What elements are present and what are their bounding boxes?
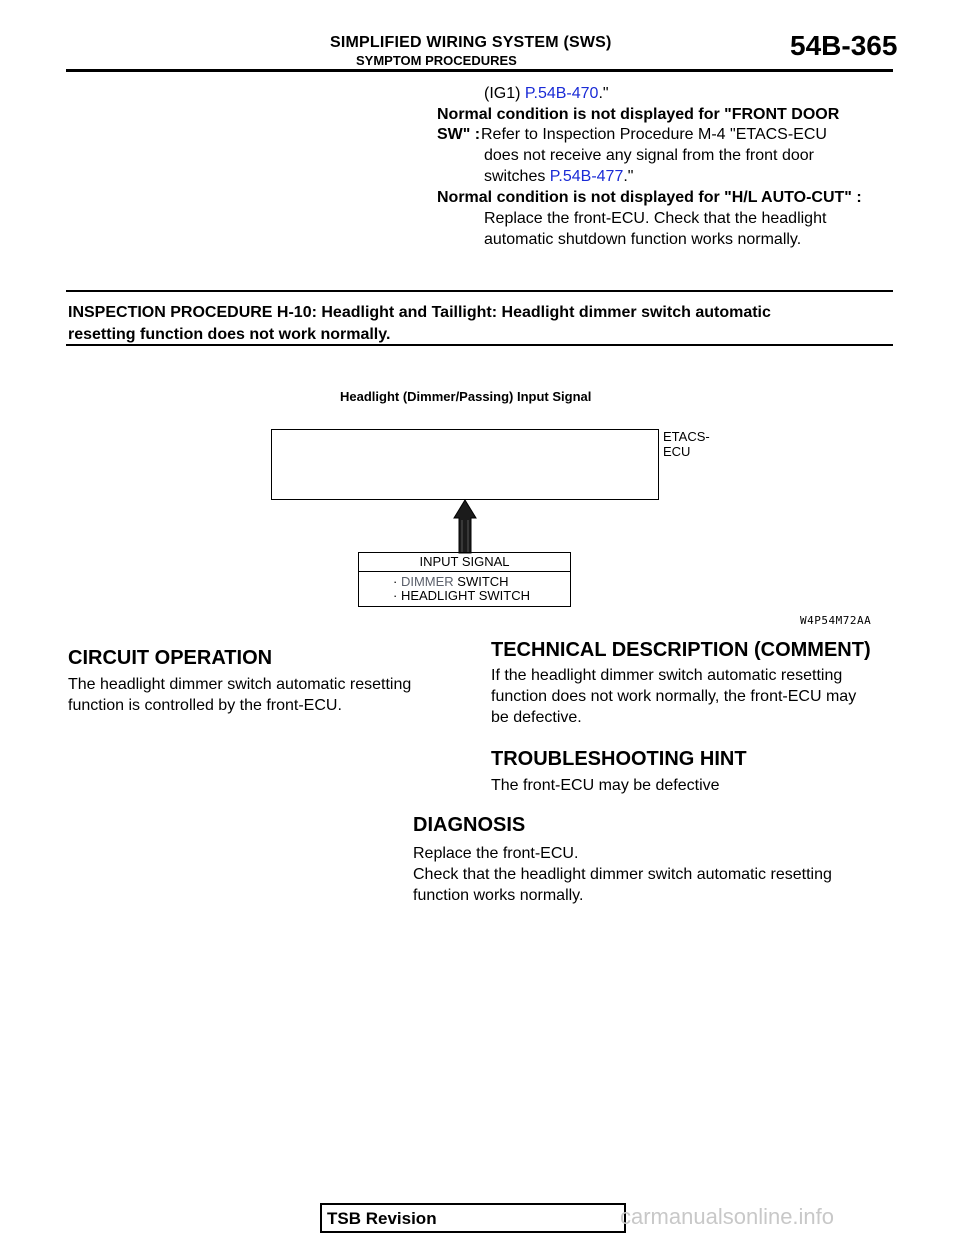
signal-arrow-icon [452,498,478,554]
hl-autocut-text-2: automatic shutdown function works normally. [484,231,802,248]
diagram-title: Headlight (Dimmer/Passing) Input Signal [340,389,592,404]
front-door-heading: Normal condition is not displayed for "FRONT DOOR [437,106,840,123]
inspection-top-rule [66,290,893,292]
circuit-text: The headlight dimmer switch automatic resetting function is controlled by the front-ECU. [68,676,412,714]
inspection-bottom-rule [66,344,893,346]
front-door-text-3: switches P.54B-477." [484,168,634,185]
circuit-heading: CIRCUIT OPERATION [68,647,273,669]
etacs-ecu-box [271,429,659,500]
ig1-page-link[interactable]: P.54B-470 [524,85,599,102]
etacs-ecu-label: ETACS- ECU [663,429,710,459]
troubleshooting-heading: TROUBLESHOOTING HINT [491,748,747,770]
tsb-revision-label: TSB Revision [327,1209,437,1228]
inspection-title: INSPECTION PROCEDURE H-10: Headlight and Taillight: Headlight dimmer switch automatic resetting function does not work normally. [68,304,771,343]
section-subtitle: SYMPTOM PROCEDURES [356,53,517,68]
front-door-text-2: does not receive any signal from the front door [484,147,814,164]
diagnosis-text: Replace the front-ECU. Check that the headlight dimmer switch automatic resetting function works normally. [413,845,832,904]
diagnosis-heading: DIAGNOSIS [413,814,526,836]
technical-heading: TECHNICAL DESCRIPTION (COMMENT) [491,639,871,661]
technical-text: If the headlight dimmer switch automatic resetting function does not work normally, the front-ECU may be defective. [491,667,857,726]
front-door-line: SW" : [437,126,481,143]
front-door-page-link[interactable]: P.54B-477 [549,168,624,185]
watermark: carmanualsonline.info [620,1204,835,1229]
input-item-headlight: · HEADLIGHT SWITCH [393,588,530,603]
figure-code: W4P54M72AA [800,614,872,627]
page-number: 54B-365 [790,30,898,61]
hl-autocut-heading: Normal condition is not displayed for "H/L AUTO-CUT" : [437,189,862,206]
troubleshooting-text: The front-ECU may be defective [491,777,720,794]
header-rule [66,69,893,72]
ig1-line: (IG1) P.54B-470." [484,85,609,102]
input-signal-heading: INPUT SIGNAL [359,553,570,572]
input-signal-box [358,552,571,607]
input-item-dimmer: · DIMMER SWITCH [393,574,509,589]
front-door-text-1: Refer to Inspection Procedure M-4 "ETACS-ECU [481,126,827,143]
section-title: SIMPLIFIED WIRING SYSTEM (SWS) [330,34,612,51]
tsb-revision-box [320,1203,626,1233]
hl-autocut-text-1: Replace the front-ECU. Check that the headlight [484,210,827,227]
